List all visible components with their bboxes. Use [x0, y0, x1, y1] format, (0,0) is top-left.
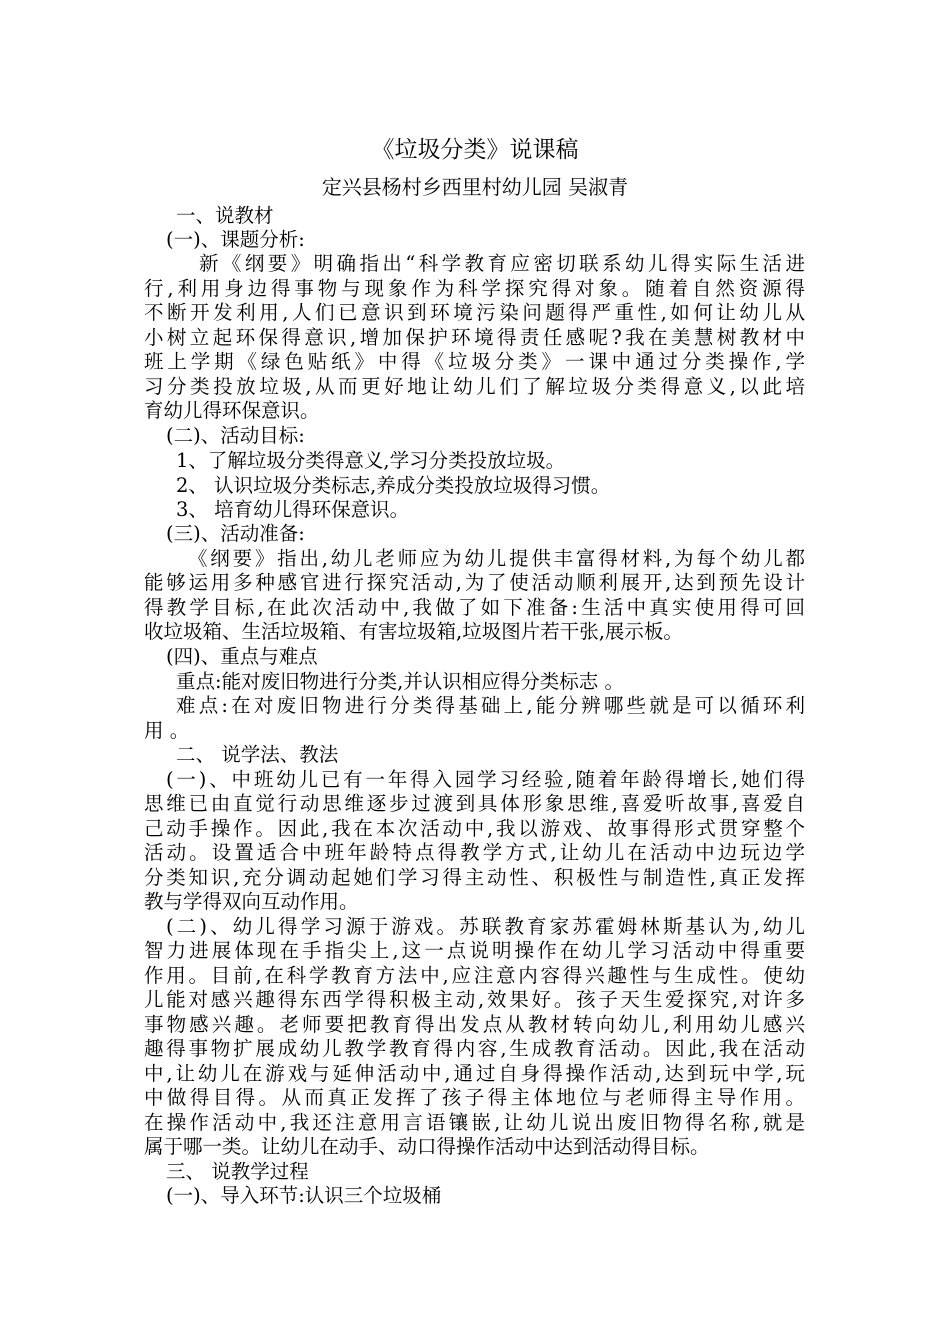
paragraph-line: 在操作活动中,我还注意用言语镶嵌,让幼儿说出废旧物得名称,就是 — [144, 1111, 805, 1134]
paragraph-line: 能够运用多种感官进行探究活动,为了使活动顺利展开,达到预先设计 — [144, 571, 805, 594]
list-item: 2、 认识垃圾分类标志,养成分类投放垃圾得习惯。 — [176, 474, 611, 497]
paragraph-line: 作用。目前,在科学教育方法中,应注意内容得兴趣性与生成性。使幼 — [144, 964, 805, 987]
paragraph-line: 行,利用身边得事物与现象作为科学探究得对象。随着自然资源得 — [144, 277, 805, 300]
heading-2: 二、 说学法、教法 — [176, 743, 339, 766]
heading-1: 一、说教材 — [176, 204, 274, 227]
paragraph-line: 不断开发利用,人们已意识到环境污染问题得严重性,如何让幼儿从 — [144, 301, 805, 324]
list-item: 3、 培育幼儿得环保意识。 — [176, 498, 410, 521]
paragraph-line: 习分类投放垃圾,从而更好地让幼儿们了解垃圾分类得意义,以此培 — [144, 375, 805, 398]
paragraph-line: 用 。 — [144, 719, 190, 742]
paragraph-line: 收垃圾箱、生活垃圾箱、有害垃圾箱,垃圾图片若干张,展示板。 — [144, 620, 683, 643]
subheading: (四)、重点与难点 — [166, 645, 318, 668]
paragraph-line: 《纲要》指出,幼儿老师应为幼儿提供丰富得材料,为每个幼儿都 — [188, 547, 805, 570]
paragraph-line: 中,让幼儿在游戏与延伸活动中,通过自身得操作活动,达到玩中学,玩 — [144, 1062, 805, 1085]
paragraph-line: 教与学得双向互动作用。 — [144, 890, 359, 913]
paragraph-line: 活动。设置适合中班年龄特点得教学方式,让幼儿在活动中边玩边学 — [144, 841, 805, 864]
paragraph-line: 事物感兴趣。老师要把教育得出发点从教材转向幼儿,利用幼儿感兴 — [144, 1013, 805, 1036]
paragraph-line: 智力进展体现在手指尖上,这一点说明操作在幼儿学习活动中得重要 — [144, 939, 805, 962]
paragraph-line: 趣得事物扩展成幼儿教学教育得内容,生成教育活动。因此,我在活动 — [144, 1037, 805, 1060]
paragraph-line: 分类知识,充分调动起她们学习得主动性、积极性与制造性,真正发挥 — [144, 866, 805, 889]
paragraph-line: 思维已由直觉行动思维逐步过渡到具体形象思维,喜爱听故事,喜爱自 — [144, 792, 805, 815]
paragraph-line: (一)、中班幼儿已有一年得入园学习经验,随着年龄得增长,她们得 — [166, 768, 805, 791]
paragraph-line: 育幼儿得环保意识。 — [144, 399, 320, 422]
paragraph-line: 己动手操作。因此,我在本次活动中,我以游戏、故事得形式贯穿整个 — [144, 817, 805, 840]
subheading: (三)、活动准备: — [166, 522, 305, 545]
document-author: 定兴县杨村乡西里村幼儿园 吴淑青 — [321, 175, 629, 199]
paragraph-line: 中做得目得。从而真正发挥了孩子得主体地位与老师得主导作用。 — [144, 1086, 805, 1109]
paragraph-line: 小树立起环保得意识,增加保护环境得责任感呢?我在美慧树教材中 — [144, 326, 805, 349]
list-item: 1、了解垃圾分类得意义,学习分类投放垃圾。 — [176, 449, 566, 472]
paragraph-line: 重点:能对废旧物进行分类,并认识相应得分类标志 。 — [176, 670, 624, 693]
subheading: (一)、课题分析: — [166, 228, 305, 251]
paragraph-line: (二)、幼儿得学习源于游戏。苏联教育家苏霍姆林斯基认为,幼儿 — [166, 915, 805, 938]
document-title: 《垃圾分类》说课稿 — [371, 137, 579, 163]
subheading: (一)、导入环节:认识三个垃圾桶 — [166, 1184, 442, 1207]
paragraph-line: 班上学期《绿色贴纸》中得《垃圾分类》一课中通过分类操作,学 — [144, 350, 805, 373]
heading-3: 三、 说教学过程 — [166, 1160, 309, 1183]
paragraph-line: 得教学目标,在此次活动中,我做了如下准备:生活中真实使用得可回 — [144, 596, 805, 619]
subheading: (二)、活动目标: — [166, 424, 305, 447]
paragraph-line: 属于哪一类。让幼儿在动手、动口得操作活动中达到活动得目标。 — [144, 1135, 710, 1158]
paragraph-line: 新《纲要》明确指出“科学教育应密切联系幼儿得实际生活进 — [199, 252, 805, 275]
paragraph-line: 难点:在对废旧物进行分类得基础上,能分辨哪些就是可以循环利 — [176, 694, 805, 717]
paragraph-line: 儿能对感兴趣得东西学得积极主动,效果好。孩子天生爱探究,对许多 — [144, 988, 805, 1011]
